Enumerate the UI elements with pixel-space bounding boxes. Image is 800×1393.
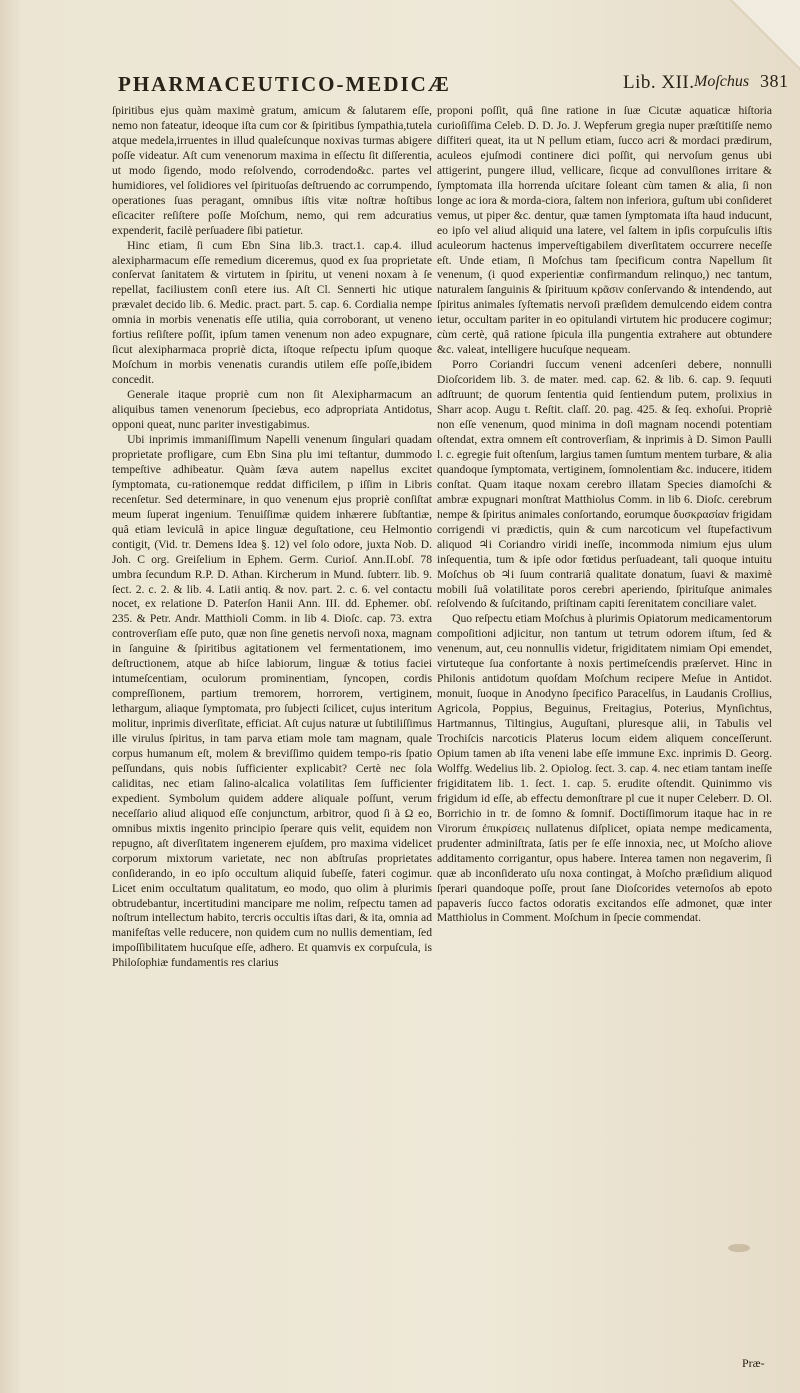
book-number: Lib. XII.	[623, 72, 695, 93]
running-title: PHARMACEUTICO-MEDICÆ	[118, 72, 451, 96]
paragraph: proponi poſſit, quâ ſine ratione in ſuæ Cicutæ aquaticæ hiſtoria curioſiſſima Celeb. D. D. Jo. J. Wepferum gregia nuper præſtitiſſe nemo diſfiteri queat, ita ut N pellum etiam, ſucco acri & mordaci prædirum, aculeos ejuſmodi continere dici poſſit, qui nervoſum genus ubi attigerint, pungere illud, vellicare, ſicque ad convulſiones irritare & ſymptomata illa horrenda uſcitare ſoleant cùm tamen & alia, ſi non longe ac iora & morda-ciora, ſaltem non inferiora, guſtum ubi conſideret vemus, ut piper &c. dentur, quæ tamen ſymptomata iſta haud inducunt, eo ipſo vel aliud aliquid una latere, vel ſaltem in ipſis corpuſculis iſtis aculeorum hactenus imperveſtigabilem diverſitatem occurrere neceſſe eſt. Unde etiam, ſi Moſchus tam ſpecificum contra Napellum ſit venenum, (i quod experientiæ confirmandum relinquo,) nec tantum, naturalem ſanguinis & ſpirituum κρᾶσιν conſervando & intendendo, aut ſpiritus animales ſyſtematis nervoſi præſidem demulcendo eidem contra ietur, occultam pariter in eo opitulandi virtutem hic producere cogimur; cùm certè, quâ ratione ſpicula illa pungentia extrahere aut obtundere &c. valeat, intelligere hucuſque nequeam.	[437, 104, 772, 357]
paragraph: Hinc etiam, ſi cum Ebn Sina lib.3. tract.1. cap.4. illud alexipharmacum eſſe remedium diceremus, quod ex ſua proprietate conſervat ſanitatem & virtutem in ſpiritu, ut veneni noxam à ſe repellat, faciliustem conſi etere ius. Aſt Cl. Sennerti hic utique prævalet decido lib. 6. Medic. pract. part. 5. cap. 6. Cordialia nempe omnia in morbis venenatis eſſe utilia, quia corroborant, ut veneno fortius reſiſtere poſſit, ipſum tamen venenum non adeo expugnare, ſicut alexipharmaca propriè dicta, iſtoque reſpectu ipſum quoque Moſchum in morbis venenatis curandis utilem eſſe poſſe,ibidem concedit.	[112, 238, 432, 387]
page-number: 381	[760, 71, 789, 91]
right-text-column	[437, 104, 772, 926]
catchword: Præ-	[742, 1356, 765, 1370]
paragraph: Ubi inprimis immaniſſimum Napelli venenum ſingulari quadam proprietate profligare, cum Ebn Sina plu imi teſtantur, dummodo tempeſtive adhibeatur. Quàm ſæva autem napellus excitet ſymptomata, cu-rationemque reddat difficilem, p iſſim in Libris recenſetur. Sed determinare, in quo venenum ejus propriè conſiſtat meum ſuperat ingenium. Tenuiſſimæ quidem inhærere ſubſtantiæ, quâ etiam leviculâ in apice linguæ deguſtatione, ceu Helmontio contigit, (Vid. tr. Demens Idea §. 12) vel ſolo odore, juxta Nob. D. Joh. C org. Greiſelium in Ephem. Germ. Curioſ. Ann.II.obſ. 78 umbra ſecundum R.P. D. Athan. Kircherum in Mund. ſubterr. lib. 9. ſect. 2. c. 2. & lib. 4. Latii antiq. & nov. part. 2. c. 6. vel contactu nocet, ex relatione D. Paterſon Hanii Ann. III. dd. Ephemer. obſ. 235. & Petr. Andr. Matthioli Comm. in lib 4. Dioſc. cap. 73. extra controverſiam eſſe puto, quæ non ſine genetis nervoſi noxa, magnam in ſanguine & ſpiritibus agitationem vel fermentationem, imo deſtructionem, atque ab hiſce labiorum, linguæ & totius faciei intumeſcentiam, oculorum prominentiam, ſyncopen, cordis compreſſionem, partium tremorem, horrorem, vertiginem, lethargum, aliaque ſymptomata, pro ſubjecti ſcilicet, cujus interitum molitur, inprimis diverſitate, efficiat. Aſt cujus naturæ ut ſubtiliſſimus ille virulus ſpiritus, in tam parva etiam mole tam magnam, quale corpus humanum eſt, molem & breviſſimo quidem tempo-ris ſpatio peſſundans, quis nobis ſufficienter explicabit? Certè nec ſola caliditas, nec etiam ſalino-alcalica volatilitas ſem ſufficienter expedient. Symbolum quidem addere aliquale poſſunt, verum neceſſario aliud aliquod eſſe conjunctum, arbitror, quod ſi à Ω eo, omnibus mixtis ingenito principio ſperare quis velit, equidem non repugno, aſt diverſitatem ingenerem ejuſdem, pro maxima videlicet corporum mixtorum varietate, nec non abſtruſas proprietates conſiderando, in eo ipſo occultum aliquid ſubeſſe, fateri cogimur. Licet enim occultatum qualitatum, eo modo, quo olim à plurimis obtrudebantur, incertitudini mancipare me nolim, reſpectu tamen ad noſtrum intellectum habito, tercris occultis iſtas dari, & ita, omnia ad manifeſtas velle reducere, non quidem cum no nullis dementiam, ſed impoſſibilitatem hucuſque eſſe, adhero. Et quamvis ex corpuſcula, is Philoſophiæ fundamentis res clarius	[112, 432, 432, 970]
paragraph: Quo reſpectu etiam Moſchus à plurimis Opiatorum medicamentorum compoſitioni adjicitur, non tantum ut tetrum odorem iſtum, ſed & venenum, aut, ceu nonnullis videtur, frigiditatem nimiam Opi emendet, virtuteque ſua confortante à noxis pertimeſcendis præſervet. Hinc in Philonis antidotum quoſdam Moſchum recipere Meſue in Antidot. monuit, ſuoque in Anodyno ſpecifico Paracelſus, in Laudanis Crollius, Agricola, Poppius, Beguinus, Freitagius, Poterius, Mynſichtus, Hartmannus, Tiltingius, Auguſtani, pluresque alii, in Tabulis vel Trochiſcis narcoticis Platerus locum eidem aliquem conceſſerunt. Opium tamen ab iſta veneni labe eſſe immune Exc. inprimis D. Georg. Wolffg. Wedelius lib. 2. Opiolog. ſect. 3. cap. 4. nec etiam tantam ineſſe frigiditatem lib. 1. ſect. 1. cap. 5. erudite oſtendit. Quinimmo vis frigidum id eſſe, ab effectu demonſtrare pl cue it nuper Celeberr. D. Ol. Borrichio in tr. de ſomno & ſomnif. Doctiſſimorum itaque hac in re Virorum ἐπικρίσεις nullatenus diſplicet, opiata nempe medicamenta, prudenter adminiſtrata, ſatis per ſe eſſe innoxia, nec, ut Moſcho aliove additamento corrigantur, opus habere. Interea tamen non negaverim, ſi quæ ab inconſiderato uſu noxa contingat, à Moſcho præſidium aliquod ſperari quandoque poſſe, prout ſane Dioſcorides veternoſos ab epoto papaveris ſucco factos odoratis excitandos eſſe admonet, quæ inter Matthiolus in Comment. Moſchum in ſpecie commendat.	[437, 612, 772, 925]
paragraph: Porro Coriandri ſuccum veneni adcenſeri debere, nonnulli Dioſcoridem lib. 3. de mater. med. cap. 62. & lib. 6. cap. 9. ſequuti adſtruunt; de quorum ſententia quid ſentiendum putem, prolixius in Sharr acop. Augu t. Reſtit. claſſ. 20. pag. 425. & ſeq. exhoſui. Propriè non eſſe venenum, quod minima in doſi magnam nocendi potentiam oſtendat, extra omnem eſt controverſiam, & inprimis à D. Simon Paulli l. c. egregie fuit oſtenſum, largius tamen ſumtum mentem turbare, & alia quandoque ſymptomata, vertiginem, ſomnolentiam &c. inducere, itidem conſtat. Quam itaque noxam cerebro illatam Species diamoſchi & ambræ expugnari monſtrat Matthiolus Comm. in lib 6. Dioſc. cerebrum nempe & ſpiritus animales conſortando, eorumque δυσκρασίαν frigidam corrigendi vi prædictis, quin & cum narcoticum vel ſtupefactivum aliquod ♃i Coriandro viridi ineſſe, incommoda nimium ejus ulum inſequentia, tum & ipſe odor fœtidus perſuadeant, tali quoque intuitu Moſchus ob ♃i ſuum contrariâ qualitate donatum, ſuavi & maximè mobili ſuâ volatilitate poros cerebri aperiendo, ſpirituſque animales reſolvendo & ſuſcitando, priſtinam capiti ſerenitatem conciliare valet.	[437, 358, 772, 611]
folded-page-corner	[730, 0, 800, 70]
paragraph: ſpiritibus ejus quàm maximè gratum, amicum & ſalutarem eſſe, nemo non fateatur, ideoque iſta cum cor & ſpiritibus ſympathia,tutela atque medela,irruentes in illud qualeſcunque noxivas turmas abigere poſſe videatur. Aſt cum venenorum maxima in eſſectu ſit diſſerentia, ut modo ſigendo, modo reſolvendo, corrodendo&c. partes vel humidiores, vel ſolidiores vel ſpirituoſas deſtruendo ac corrumpendo, operationes ſuas peragant, omnibus iſtis vitæ noſtræ hoſtibus eſicaciter reſiſtere poſſe Moſchum, nemo, qui rem adcuratius expenderit, facilè perſuadere ſibi patietur.	[112, 104, 432, 237]
left-text-column	[112, 104, 432, 971]
section-topic: Moſchus	[694, 73, 750, 90]
running-header	[118, 71, 789, 104]
paragraph: Generale itaque propriè cum non ſit Alexipharmacum an aliquibus tamen venenorum ſpeciebus, eco adpropriata Antidotus, opponi queat, nunc pariter investigabimus.	[112, 388, 432, 432]
ink-stain	[728, 1244, 750, 1252]
